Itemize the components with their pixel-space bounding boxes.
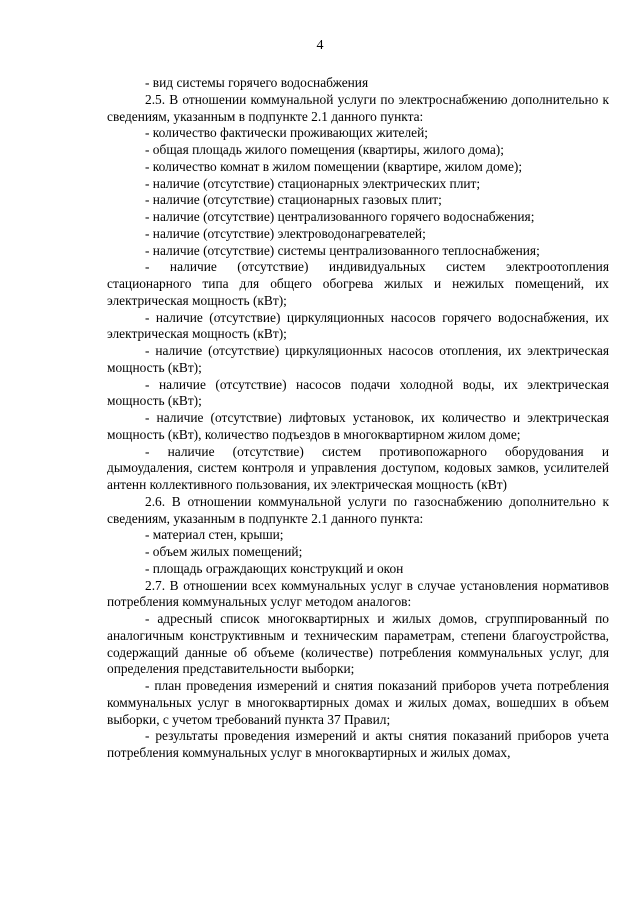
paragraph: - наличие (отсутствие) систем противопожарного оборудования и дымоудаления, систем контроля и управления доступом, кодовых замков, усилителей антенн коллективного пользования, их электрическая мощность (кВт) <box>107 443 609 492</box>
paragraph: - площадь ограждающих конструкций и окон <box>145 560 404 576</box>
paragraph: - наличие (отсутствие) стационарных электрических плит; <box>145 175 481 191</box>
paragraph: - наличие (отсутствие) лифтовых установок, их количество и электрическая мощность (кВт), количество подъездов в многоквартирном жилом доме; <box>107 410 609 442</box>
document-body <box>107 75 609 762</box>
paragraph: - наличие (отсутствие) насосов подачи холодной воды, их электрическая мощность (кВт); <box>107 376 609 409</box>
paragraph: - объем жилых помещений; <box>145 544 303 559</box>
paragraph: - наличие (отсутствие) индивидуальных систем электроотопления стационарного типа для общего обогрева жилых и нежилых помещений, их электрическая мощность (кВт); <box>107 259 609 308</box>
paragraph: - количество фактически проживающих жителей; <box>145 125 429 141</box>
page-number: 4 <box>316 38 324 53</box>
paragraph: - количество комнат в жилом помещении (квартире, жилом доме); <box>145 158 523 174</box>
paragraph: - наличие (отсутствие) электроводонагревателей; <box>145 225 426 241</box>
paragraph: - материал стен, крыши; <box>145 527 284 543</box>
paragraph: - наличие (отсутствие) циркуляционных насосов горячего водоснабжения, их электрическая мощность (кВт); <box>107 309 609 342</box>
paragraph: - наличие (отсутствие) централизованного горячего водоснабжения; <box>145 209 535 224</box>
paragraph: 2.5. В отношении коммунальной услуги по электроснабжению дополнительно к сведениям, указанным в подпункте 2.1 данного пункта: <box>107 91 609 124</box>
paragraph: - вид системы горячего водоснабжения <box>145 75 369 90</box>
paragraph: - план проведения измерений и снятия показаний приборов учета потребления коммунальных услуг в многоквартирных домах и жилых домах, вошедших в объем выборки, с учетом требований пункта 37 Правил; <box>107 678 609 727</box>
paragraph: - наличие (отсутствие) стационарных газовых плит; <box>145 192 442 208</box>
paragraph: 2.7. В отношении всех коммунальных услуг в случае установления нормативов потребления коммунальных услуг методом аналогов: <box>107 577 609 610</box>
paragraph: - наличие (отсутствие) системы централизованного теплоснабжения; <box>145 242 540 258</box>
paragraph: 2.6. В отношении коммунальной услуги по газоснабжению дополнительно к сведениям, указанным в подпункте 2.1 данного пункта: <box>107 493 609 526</box>
paragraph: - наличие (отсутствие) циркуляционных насосов отопления, их электрическая мощность (кВт); <box>107 343 609 375</box>
paragraph: - адресный список многоквартирных и жилых домов, сгруппированный по аналогичным конструктивным и техническим параметрам, степени благоустройства, содержащий данные об объеме (количестве) потребления коммунальных услуг, для определения представительности выборки; <box>107 611 609 677</box>
paragraph: - общая площадь жилого помещения (квартиры, жилого дома); <box>145 142 504 157</box>
paragraph: - результаты проведения измерений и акты снятия показаний приборов учета потребления коммунальных услуг в многоквартирных и жилых домах, <box>107 728 609 760</box>
